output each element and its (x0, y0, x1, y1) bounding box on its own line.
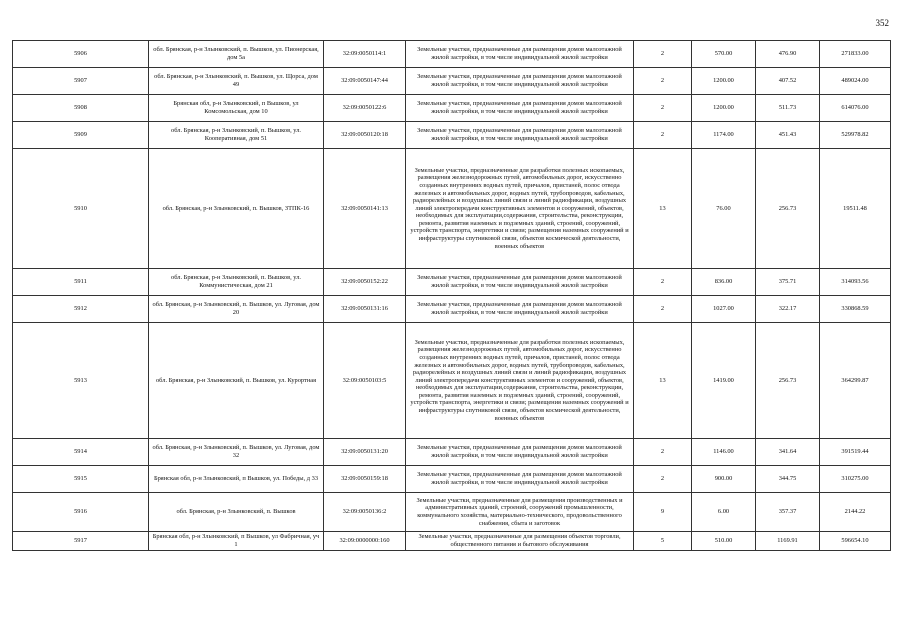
address-cell: обл. Брянская, р-н Злынковский, п. Вышков, ул. Луговая, дом 20 (149, 296, 324, 323)
cadastral-value-cell: 271833.00 (820, 41, 891, 68)
address-cell: обл. Брянская, р-н Злынковский, п. Вышков, ул. Кооперативная, дом 51 (149, 122, 324, 149)
group-cell: 2 (634, 95, 692, 122)
area-cell: 6.00 (692, 493, 756, 532)
cadastral-number-cell: 32:09:0050141:13 (324, 149, 406, 269)
area-cell: 1174.00 (692, 122, 756, 149)
table-row (13, 532, 891, 551)
cadastral-value-cell: 2144.22 (820, 493, 891, 532)
cadastral-number-cell: 32:09:0050103:5 (324, 323, 406, 439)
cadastral-value-cell: 489024.00 (820, 68, 891, 95)
group-cell: 13 (634, 149, 692, 269)
specific-value-cell: 407.52 (756, 68, 820, 95)
land-use-cell: Земельные участки, предназначенные для размещения домов малоэтажной жилой застройки, в том числе индивидуальной жилой застройки (406, 269, 634, 296)
address-cell: Брянская обл, р-н Злынковский, п Вышков, ул Фабричная, уч 1 (149, 532, 324, 551)
specific-value-cell: 322.17 (756, 296, 820, 323)
row-number: 5917 (13, 532, 149, 551)
address-cell: Брянская обл, р-н Злынковский, п Вышков, ул. Победы, д 33 (149, 466, 324, 493)
table-row (13, 269, 891, 296)
cadastral-number-cell: 32:09:0050159:18 (324, 466, 406, 493)
table-row (13, 296, 891, 323)
address-cell: обл. Брянская, р-н Злынковский, п. Вышков, ул. Коммунистическая, дом 21 (149, 269, 324, 296)
specific-value-cell: 256.73 (756, 323, 820, 439)
group-cell: 2 (634, 68, 692, 95)
specific-value-cell: 375.71 (756, 269, 820, 296)
cadastral-number-cell: 32:09:0050122:6 (324, 95, 406, 122)
address-cell: обл. Брянская, р-н Злынковский, п. Вышков, ул. Луговая, дом 32 (149, 439, 324, 466)
cadastral-number-cell: 32:09:0050136:2 (324, 493, 406, 532)
cadastral-number-cell: 32:09:0050120:18 (324, 122, 406, 149)
specific-value-cell: 341.64 (756, 439, 820, 466)
area-cell: 510.00 (692, 532, 756, 551)
specific-value-cell: 256.73 (756, 149, 820, 269)
address-cell: обл. Брянская, р-н Злынковский, п. Вышков (149, 493, 324, 532)
land-use-cell: Земельные участки, предназначенные для размещения производственных и административных зданий, строений, сооружений промышленности, коммунального хозяйства, материально-технического, продовольственного снабжения, сбыта и заготовок (406, 493, 634, 532)
group-cell: 2 (634, 439, 692, 466)
group-cell: 2 (634, 41, 692, 68)
row-number: 5912 (13, 296, 149, 323)
table-row (13, 323, 891, 439)
table-row (13, 41, 891, 68)
row-number: 5909 (13, 122, 149, 149)
cadastral-value-cell: 391519.44 (820, 439, 891, 466)
address-cell: обл. Брянская, р-н Злынковский, п. Вышков, ул. Щорса, дом 49 (149, 68, 324, 95)
specific-value-cell: 476.90 (756, 41, 820, 68)
cadastral-number-cell: 32:09:0050152:22 (324, 269, 406, 296)
area-cell: 1200.00 (692, 68, 756, 95)
cadastral-value-cell: 364299.87 (820, 323, 891, 439)
specific-value-cell: 1169.91 (756, 532, 820, 551)
group-cell: 2 (634, 122, 692, 149)
land-use-cell: Земельные участки, предназначенные для размещения домов малоэтажной жилой застройки, в том числе индивидуальной жилой застройки (406, 296, 634, 323)
row-number: 5911 (13, 269, 149, 296)
group-cell: 2 (634, 296, 692, 323)
table-row (13, 68, 891, 95)
land-use-cell: Земельные участки, предназначенные для размещения домов малоэтажной жилой застройки, в том числе индивидуальной жилой застройки (406, 439, 634, 466)
cadastral-value-cell: 614076.00 (820, 95, 891, 122)
table-row (13, 122, 891, 149)
row-number: 5914 (13, 439, 149, 466)
table-row (13, 95, 891, 122)
address-cell: обл. Брянская, р-н Злынковский, п. Вышков, ЗТПК-16 (149, 149, 324, 269)
area-cell: 900.00 (692, 466, 756, 493)
specific-value-cell: 357.37 (756, 493, 820, 532)
row-number: 5916 (13, 493, 149, 532)
cadastral-value-table (12, 40, 891, 551)
group-cell: 13 (634, 323, 692, 439)
cadastral-number-cell: 32:09:0050131:16 (324, 296, 406, 323)
land-use-cell: Земельные участки, предназначенные для разработки полезных ископаемых, размещения железнодорожных путей, автомобильных дорог, искусственно созданных внутренних водных путей, причалов, пристаней, полос отвода железных и автомобильных дорог, водных путей, трубопроводов, кабельных, радиорелейных и воздушных линий связи и линий радиофикации, воздушных линий электропередачи конструктивных элементов и сооружений, объектов, необходимых для эксплуатации,содержания, строительства, реконструкции, ремонта, развития наземных и подземных зданий, строений, сооружений, устройств транспорта, энергетики и связи; размещения наземных сооружений и инфраструктуры спутниковой связи, объектов космической деятельности, военных объектов (406, 323, 634, 439)
cadastral-value-cell: 19511.48 (820, 149, 891, 269)
row-number: 5913 (13, 323, 149, 439)
specific-value-cell: 511.73 (756, 95, 820, 122)
land-use-cell: Земельные участки, предназначенные для размещения домов малоэтажной жилой застройки, в том числе индивидуальной жилой застройки (406, 466, 634, 493)
address-cell: Брянская обл, р-н Злынковский, п Вышков, ул Комсомольская, дом 10 (149, 95, 324, 122)
area-cell: 570.00 (692, 41, 756, 68)
address-cell: обл. Брянская, р-н Злынковский, п. Вышков, ул. Курортная (149, 323, 324, 439)
area-cell: 1027.00 (692, 296, 756, 323)
area-cell: 1200.00 (692, 95, 756, 122)
specific-value-cell: 344.75 (756, 466, 820, 493)
cadastral-number-cell: 32:09:0050131:20 (324, 439, 406, 466)
group-cell: 2 (634, 269, 692, 296)
cadastral-value-cell: 596654.10 (820, 532, 891, 551)
group-cell: 5 (634, 532, 692, 551)
area-cell: 76.00 (692, 149, 756, 269)
address-cell: обл. Брянская, р-н Злынковский, п. Вышков, ул. Пионерская, дом 5а (149, 41, 324, 68)
cadastral-number-cell: 32:09:0050147:44 (324, 68, 406, 95)
area-cell: 836.00 (692, 269, 756, 296)
cadastral-number-cell: 32:09:0000000:160 (324, 532, 406, 551)
land-use-cell: Земельные участки, предназначенные для размещения домов малоэтажной жилой застройки, в том числе индивидуальной жилой застройки (406, 68, 634, 95)
table-row (13, 493, 891, 532)
land-use-cell: Земельные участки, предназначенные для разработки полезных ископаемых, размещения железнодорожных путей, автомобильных дорог, искусственно созданных внутренних водных путей, причалов, пристаней, полос отвода железных и автомобильных дорог, водных путей, трубопроводов, кабельных, радиорелейных и воздушных линий связи и линий радиофикации, воздушных линий электропередачи конструктивных элементов и сооружений, объектов, необходимых для эксплуатации,содержания, строительства, реконструкции, ремонта, развития наземных и подземных зданий, строений, сооружений, устройств транспорта, энергетики и связи; размещения наземных сооружений и инфраструктуры спутниковой связи, объектов космической деятельности, военных объектов (406, 149, 634, 269)
table-row (13, 466, 891, 493)
cadastral-value-cell: 529978.82 (820, 122, 891, 149)
area-cell: 1419.00 (692, 323, 756, 439)
specific-value-cell: 451.43 (756, 122, 820, 149)
row-number: 5910 (13, 149, 149, 269)
area-cell: 1146.00 (692, 439, 756, 466)
page-number: 352 (875, 18, 889, 28)
row-number: 5908 (13, 95, 149, 122)
land-use-cell: Земельные участки, предназначенные для размещения домов малоэтажной жилой застройки, в том числе индивидуальной жилой застройки (406, 41, 634, 68)
cadastral-value-cell: 310275.00 (820, 466, 891, 493)
table-row (13, 439, 891, 466)
group-cell: 2 (634, 466, 692, 493)
group-cell: 9 (634, 493, 692, 532)
cadastral-value-cell: 314093.56 (820, 269, 891, 296)
land-use-cell: Земельные участки, предназначенные для размещения домов малоэтажной жилой застройки, в том числе индивидуальной жилой застройки (406, 122, 634, 149)
row-number: 5915 (13, 466, 149, 493)
row-number: 5907 (13, 68, 149, 95)
cadastral-value-cell: 330868.59 (820, 296, 891, 323)
land-use-cell: Земельные участки, предназначенные для размещения объектов торговли, общественного питания и бытового обслуживания (406, 532, 634, 551)
row-number: 5906 (13, 41, 149, 68)
cadastral-number-cell: 32:09:0050114:1 (324, 41, 406, 68)
land-use-cell: Земельные участки, предназначенные для размещения домов малоэтажной жилой застройки, в том числе индивидуальной жилой застройки (406, 95, 634, 122)
table-row (13, 149, 891, 269)
